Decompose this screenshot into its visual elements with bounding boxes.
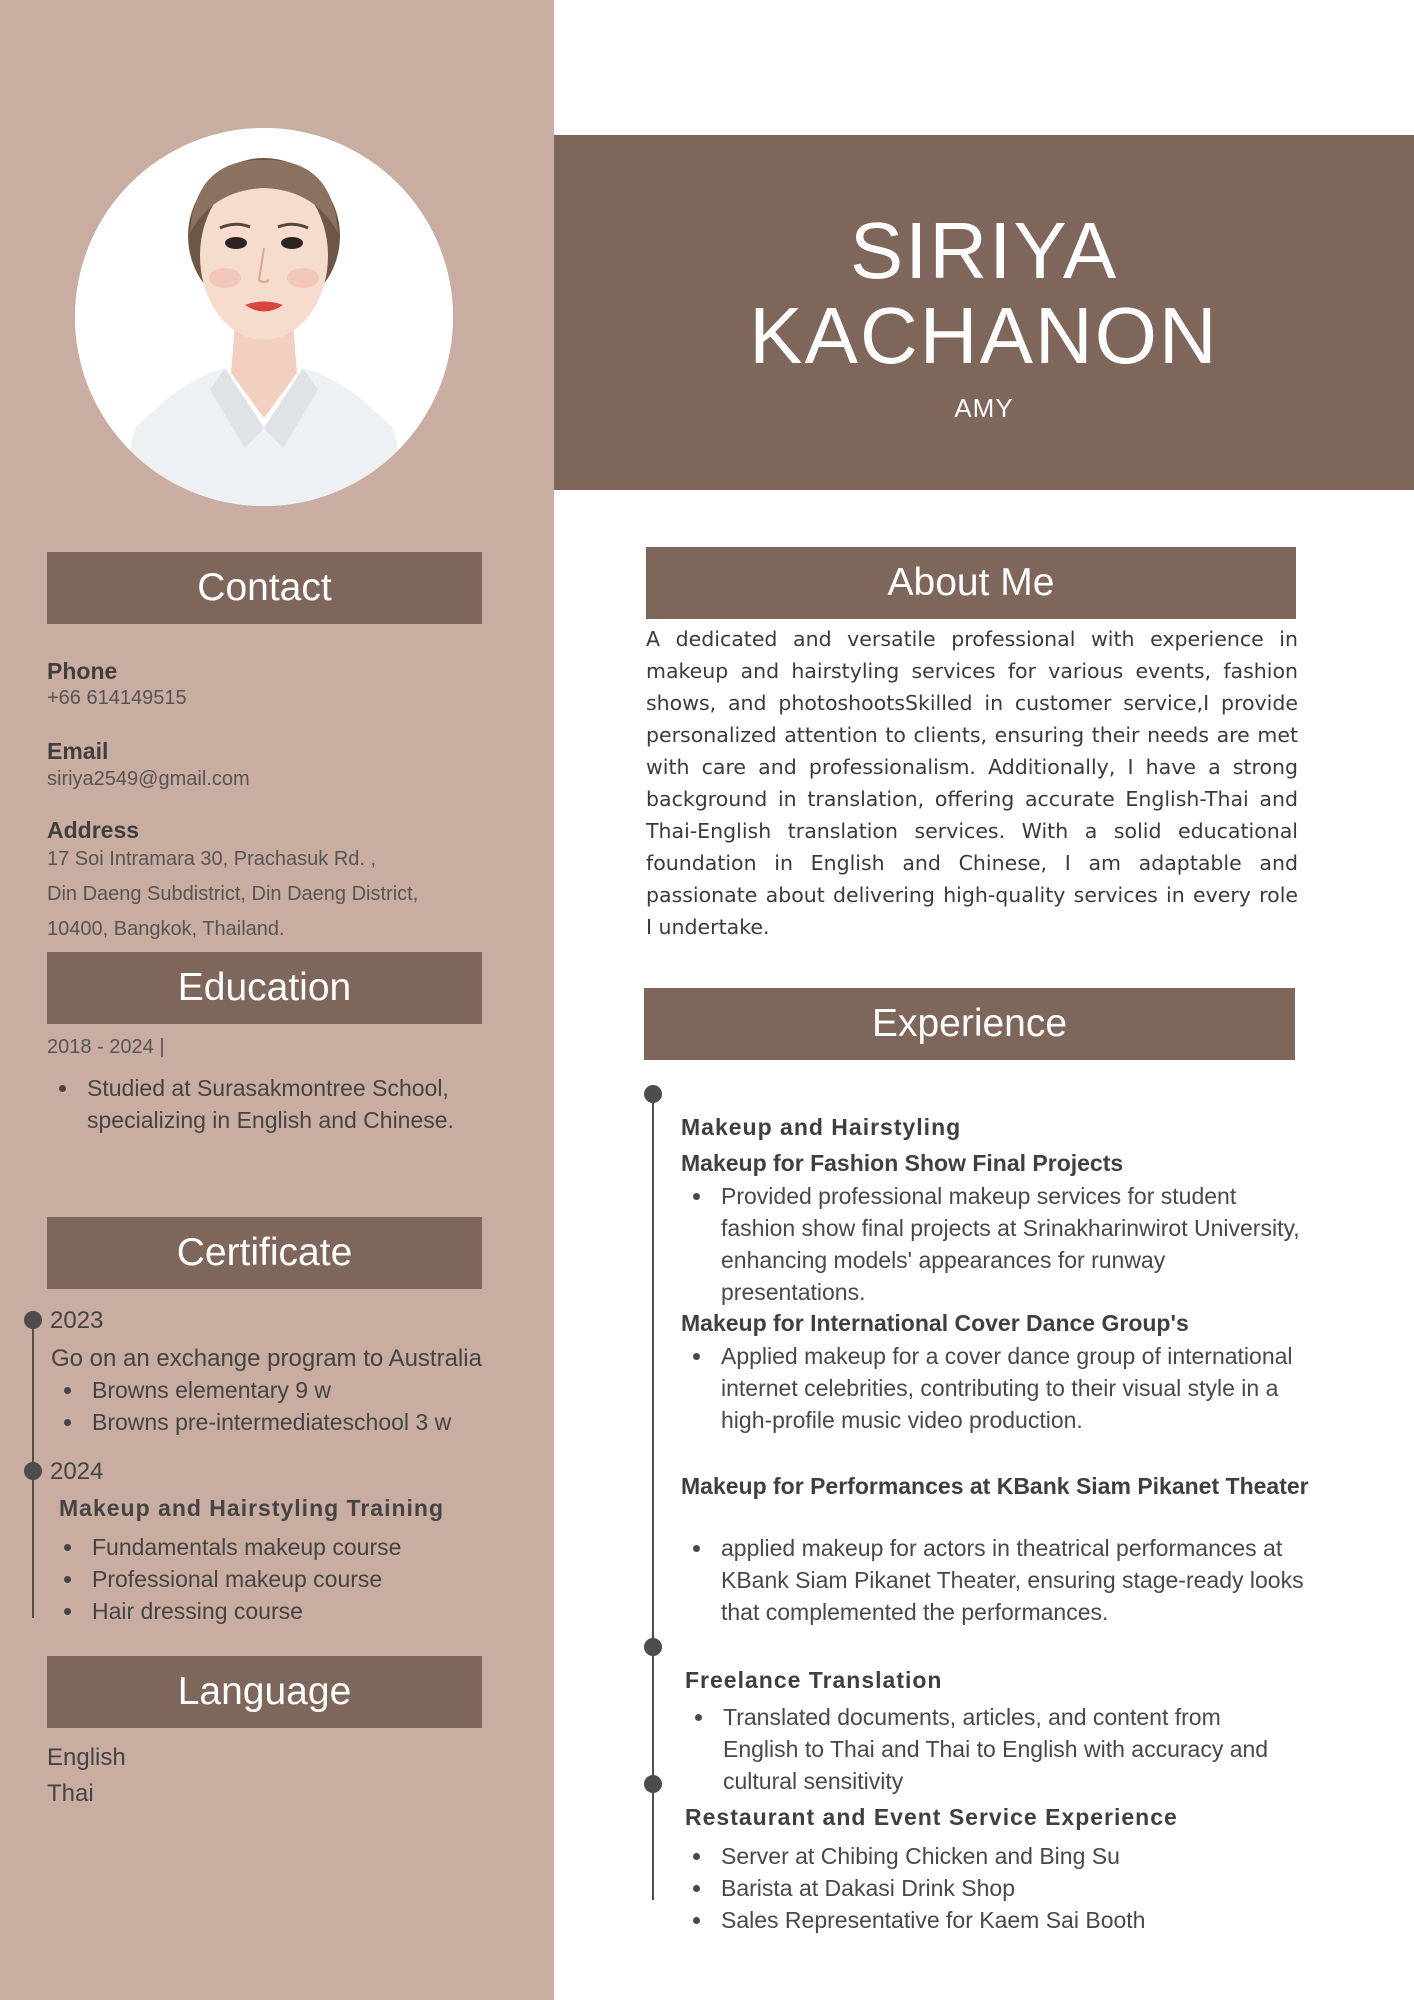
- experience-list: [681, 1180, 1311, 1308]
- timeline-dot: [644, 1085, 662, 1103]
- list-item: Hair dressing course: [52, 1595, 542, 1627]
- address-line: 10400, Bangkok, Thailand.: [47, 918, 285, 940]
- education-heading: Education: [47, 952, 482, 1024]
- name-header: [554, 135, 1414, 490]
- timeline-dot: [24, 1311, 42, 1329]
- phone-value: +66 614149515: [47, 687, 187, 709]
- education-years: 2018 - 2024 |: [47, 1036, 165, 1058]
- experience-list: [681, 1532, 1311, 1628]
- certificate-year: 2023: [50, 1307, 104, 1334]
- email-value: siriya2549@gmail.com: [47, 768, 250, 790]
- timeline-dot: [24, 1462, 42, 1480]
- certificate-list: [52, 1531, 542, 1627]
- experience-heading: Experience: [644, 988, 1295, 1060]
- certificate-title: Go on an exchange program to Australia: [51, 1345, 482, 1372]
- address-label: Address: [47, 817, 140, 843]
- list-item: Browns elementary 9 w: [52, 1374, 542, 1406]
- last-name: KACHANON: [749, 291, 1219, 380]
- list-item: Professional makeup course: [52, 1563, 542, 1595]
- experience-list: [681, 1840, 1311, 1936]
- timeline-dot: [644, 1638, 662, 1656]
- certificate-list: [52, 1374, 542, 1438]
- certificate-year: 2024: [50, 1458, 104, 1485]
- about-heading: About Me: [646, 547, 1296, 619]
- certificate-title: Makeup and Hairstyling Training: [59, 1495, 445, 1521]
- phone-label: Phone: [47, 658, 118, 684]
- address-line: Din Daeng Subdistrict, Din Daeng District,: [47, 883, 419, 905]
- experience-list: [683, 1701, 1283, 1797]
- experience-subtitle: Makeup for International Cover Dance Group's: [681, 1310, 1189, 1336]
- education-list: [47, 1072, 467, 1136]
- language-heading: Language: [47, 1656, 482, 1728]
- list-item: Sales Representative for Kaem Sai Booth: [681, 1904, 1311, 1936]
- experience-list: [681, 1340, 1311, 1436]
- contact-heading: Contact: [47, 552, 482, 624]
- first-name: SIRIYA: [849, 206, 1119, 295]
- list-item: applied makeup for actors in theatrical performances at KBank Siam Pikanet Theater, ensuring stage-ready looks that complemented the performances.: [681, 1532, 1311, 1628]
- email-label: Email: [47, 738, 109, 764]
- language-item: English: [47, 1744, 126, 1771]
- certificate-heading: Certificate: [47, 1217, 482, 1289]
- list-item: Browns pre-intermediateschool 3 w: [52, 1406, 542, 1438]
- experience-subtitle: Makeup for Fashion Show Final Projects: [681, 1150, 1124, 1176]
- list-item: Translated documents, articles, and content from English to Thai and Thai to English with accuracy and cultural sensitivity: [683, 1701, 1283, 1797]
- experience-section-title: Restaurant and Event Service Experience: [685, 1804, 1178, 1830]
- address-line: 17 Soi Intramara 30, Prachasuk Rd. ,: [47, 848, 377, 870]
- list-item: Server at Chibing Chicken and Bing Su: [681, 1840, 1311, 1872]
- list-item: Barista at Dakasi Drink Shop: [681, 1872, 1311, 1904]
- about-text: A dedicated and versatile professional with experience in makeup and hairstyling services for various events, fashion shows, and photoshootsSkilled in customer service,I provide personalized attention to clients, ensuring their needs are met with care and professionalism. Additionally, I have a strong background in translation, offering accurate English-Thai and Thai-English translation services. With a solid educational foundation in English and Chinese, I am adaptable and passionate about delivering high-quality services in every role I undertake.: [646, 627, 1298, 939]
- timeline-dot: [644, 1775, 662, 1793]
- list-item: Provided professional makeup services for student fashion show final projects at Srinakharinwirot University, enhancing models' appearances for runway presentations.: [681, 1180, 1311, 1308]
- experience-section-title: Freelance Translation: [685, 1667, 943, 1693]
- language-item: Thai: [47, 1780, 94, 1807]
- profile-photo: [75, 128, 453, 506]
- list-item: Fundamentals makeup course: [52, 1531, 542, 1563]
- list-item: Studied at Surasakmontree School, specializing in English and Chinese.: [47, 1072, 467, 1136]
- nickname: AMY: [954, 393, 1014, 423]
- list-item: Applied makeup for a cover dance group of international internet celebrities, contributing to their visual style in a high-profile music video production.: [681, 1340, 1311, 1436]
- experience-subtitle: Makeup for Performances at KBank Siam Pikanet Theater: [681, 1473, 1309, 1499]
- experience-section-title: Makeup and Hairstyling: [681, 1114, 962, 1140]
